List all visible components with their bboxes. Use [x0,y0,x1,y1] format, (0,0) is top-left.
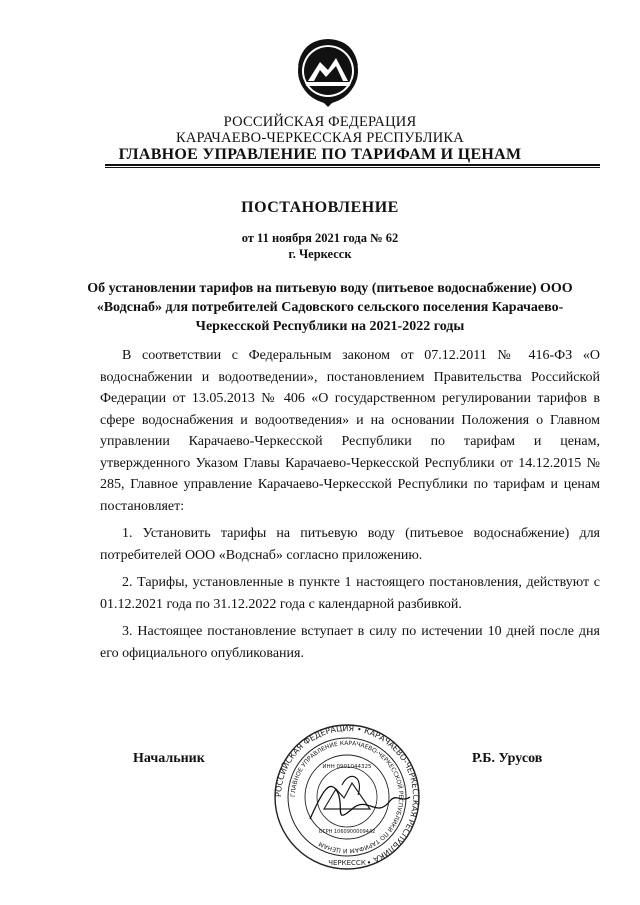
header-divider-thin [105,167,600,168]
republic-header: КАРАЧАЕВО-ЧЕРКЕССКАЯ РЕСПУБЛИКА [176,130,464,146]
seal-inn: ИНН 0901044325 [322,764,372,770]
seal-ogrn: ОГРН 1060900009442 [318,829,376,835]
signatory-position: Начальник [133,751,205,766]
official-seal-icon [272,697,422,897]
paragraph-item-2: 2. Тарифы, установленные в пункте 1 настоящего постановления, действуют с 01.12.2021 года по 31.12.2022 года с календарной разбивкой. [100,575,600,612]
seal-outer-text: РОССИЙСКАЯ ФЕДЕРАЦИЯ • КАРАЧАЕВО-ЧЕРКЕССКАЯ РЕСПУБЛИКА • [273,723,421,867]
paragraph-item-3: 3. Настоящее постановление вступает в силу по истечении 10 дней после дня его официального опубликования. [100,624,600,661]
document-type: ПОСТАНОВЛЕНИЕ [241,199,399,216]
document-date-number: от 11 ноября 2021 года № 62 [241,231,399,245]
country-header: РОССИЙСКАЯ ФЕДЕРАЦИЯ [223,114,417,130]
paragraph-item-1: 1. Установить тарифы на питьевую воду (питьевое водоснабжение) для потребителей ООО «Водснаб» согласно приложению. [100,526,600,563]
signatory-name: Р.Б. Урусов [472,751,543,766]
svg-text:ГЛАВНОЕ УПРАВЛЕНИЕ КАРАЧАЕВО-Ч [290,740,404,854]
document-subject: Об установлении тарифов на питьевую воду (питьевое водоснабжение) ООО «Водснаб» для потребителей Садовского сельского поселения Карачаево-Черкесской Республики на 2021-2022 годы [87,281,573,334]
seal-city: ЧЕРКЕССК [328,859,366,867]
document-city: г. Черкесск [288,247,352,261]
header-divider [105,164,600,166]
document-body [100,345,600,670]
coat-of-arms-icon [296,36,360,108]
seal-inner-text: ГЛАВНОЕ УПРАВЛЕНИЕ КАРАЧАЕВО-ЧЕРКЕССКОЙ РЕСПУБЛИКИ ПО ТАРИФАМ И ЦЕНАМ [289,739,405,855]
paragraph-preamble: В соответствии с Федеральным законом от 07.12.2011 № 416-ФЗ «О водоснабжении и водоотведении», постановлением Правительства Российской Федерации от 13.05.2013 № 406 «О государственном регулировании тарифов в сфере водоснабжения и водоотведения» и на основании Положения о Главном управлении Карачаево-Черкесской Республики по тарифам и ценам, утвержденного Указом Главы Карачаево-Черкесской Республики от 14.12.2015 № 285, Главное управление Карачаево-Черкесской Республики по тарифам и ценам постановляет: [100,348,600,514]
agency-header: ГЛАВНОЕ УПРАВЛЕНИЕ ПО ТАРИФАМ И ЦЕНАМ [118,146,522,163]
